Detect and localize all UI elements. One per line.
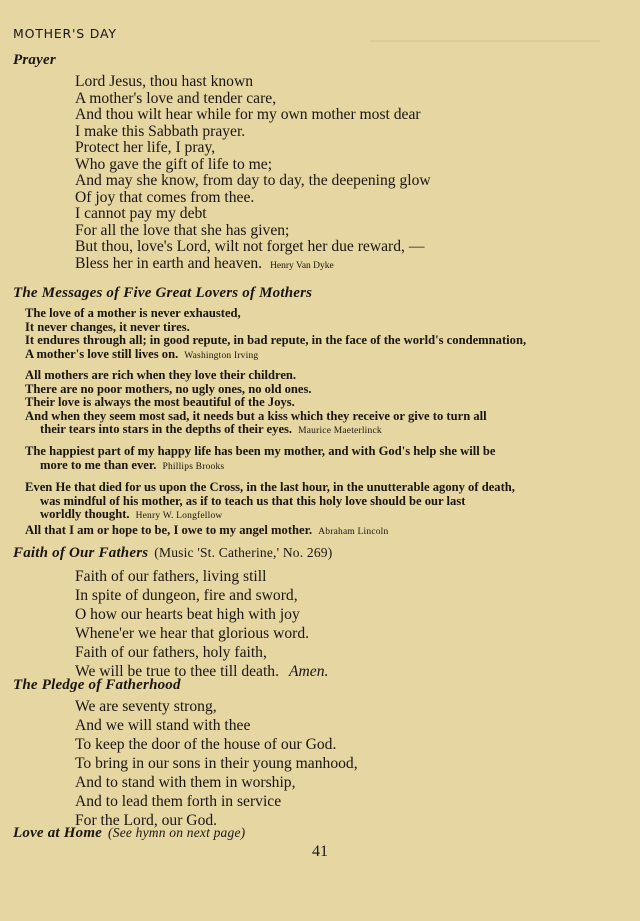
page-number: 41 [312, 843, 328, 860]
verse-line-text: We will be true to thee till death. [75, 663, 279, 680]
amen: Amen. [289, 663, 329, 680]
verse-line-text: Bless her in earth and heaven. [75, 254, 263, 272]
quote-line [25, 459, 495, 475]
love-at-home-title-text: Love at Home [13, 825, 103, 841]
verse-line [75, 256, 431, 275]
verse-line: O how our hearts beat high with joy [75, 606, 300, 623]
love-at-home-note [108, 825, 245, 840]
verse-line: To bring in our sons in their young manhood, [75, 755, 358, 772]
verse-line: But thou, love's Lord, wilt not forget her due reward, — [75, 238, 425, 255]
verse-line: Who gave the gift of life to me; [75, 155, 273, 173]
attribution-brooks: Phillips Brooks [162, 461, 225, 472]
attribution-lincoln: Abraham Lincoln [318, 526, 389, 537]
verse-line: Protect her life, I pray, [75, 139, 216, 156]
quote-line [25, 508, 515, 524]
faith-verse [75, 567, 328, 681]
quote-line: The happiest part of my happy life has been my mother, and with God's help she will be [25, 444, 496, 458]
verse-line: Faith of our fathers, living still [75, 568, 267, 585]
quote-line [25, 524, 515, 540]
verse-line: Whene'er we hear that glorious word. [75, 625, 310, 642]
quote-line: All mothers are rich when they love their children. [25, 368, 297, 382]
faith-title-text: Faith of Our Fathers [13, 545, 149, 561]
quote-line-text: A mother's love still lives on. [25, 346, 179, 361]
pledge-title: The Pledge of Fatherhood [13, 677, 181, 693]
verse-line: In spite of dungeon, fire and sword, [75, 587, 298, 604]
quote-line: Even He that died for us upon the Cross, in the last hour, in the unutterable agony of death, [25, 480, 515, 494]
faith-music-note: (Music 'St. Catherine,' No. 269) [154, 545, 333, 560]
quote-line: It endures through all; in good repute, in bad repute, in the face of the world's condemnation, [25, 333, 527, 347]
verse-line: I make this Sabbath prayer. [75, 122, 246, 140]
love-at-home-title [13, 825, 245, 842]
verse-line: Of joy that comes from thee. [75, 188, 255, 206]
verse-line: Faith of our fathers, holy faith, [75, 644, 267, 661]
running-head: MOTHER'S DAY [13, 26, 117, 41]
verse-line: And to stand with them in worship, [75, 774, 296, 791]
prayer-title: Prayer [13, 52, 56, 68]
prayer-attribution: Henry Van Dyke [270, 260, 334, 271]
verse-line: Lord Jesus, thou hast known [75, 73, 254, 90]
verse-line: And we will stand with thee [75, 717, 251, 734]
quote-line: Their love is always the most beautiful of the Joys. [25, 395, 295, 409]
messages-title: The Messages of Five Great Lovers of Mothers [13, 285, 313, 301]
quote-line-text: their tears into stars in the depths of their eyes. [40, 422, 293, 436]
verse-line: For all the love that she has given; [75, 221, 290, 239]
quote-maeterlinck [25, 369, 487, 439]
quote-line: It never changes, it never tires. [25, 319, 190, 334]
quote-line-text: more to me than ever. [40, 457, 157, 472]
quote-longfellow [25, 481, 515, 539]
quote-line-text: All that I am or hope to be, I owe to my angel mother. [25, 522, 313, 537]
quote-line: was mindful of his mother, as if to teach us that this holy love should be our last [40, 493, 466, 508]
quote-line: And when they seem most sad, it needs but a kiss which they receive or give to turn all [25, 408, 487, 423]
quote-line: There are no poor mothers, no ugly ones, no old ones. [25, 381, 312, 396]
love-at-home-note-text: (See hymn on next page) [108, 825, 246, 840]
quote-line: The love of a mother is never exhausted, [25, 306, 241, 320]
verse-line: We are seventy strong, [75, 698, 217, 715]
attribution-maeterlinck: Maurice Maeterlinck [298, 426, 382, 436]
verse-line: And to lead them forth in service [75, 793, 282, 810]
quote-irving [25, 307, 526, 363]
attribution-longfellow: Henry W. Longfellow [135, 511, 223, 521]
verse-line: And may she know, from day to day, the deepening glow [75, 172, 431, 189]
quote-line [25, 423, 487, 439]
verse-line: A mother's love and tender care, [75, 89, 277, 107]
verse-line: And thou wilt hear while for my own mother most dear [75, 106, 421, 123]
pledge-verse [75, 697, 358, 830]
verse-line: For the Lord, our God. [75, 812, 218, 829]
verse-line: To keep the door of the house of our God. [75, 736, 337, 753]
quote-line-text: worldly thought. [40, 507, 130, 521]
quote-brooks [25, 445, 495, 474]
prayer-verse [75, 74, 431, 274]
quote-line [25, 348, 526, 364]
faith-title [13, 545, 332, 562]
attribution-irving: Washington Irving [184, 350, 259, 361]
verse-line: I cannot pay my debt [75, 205, 207, 222]
